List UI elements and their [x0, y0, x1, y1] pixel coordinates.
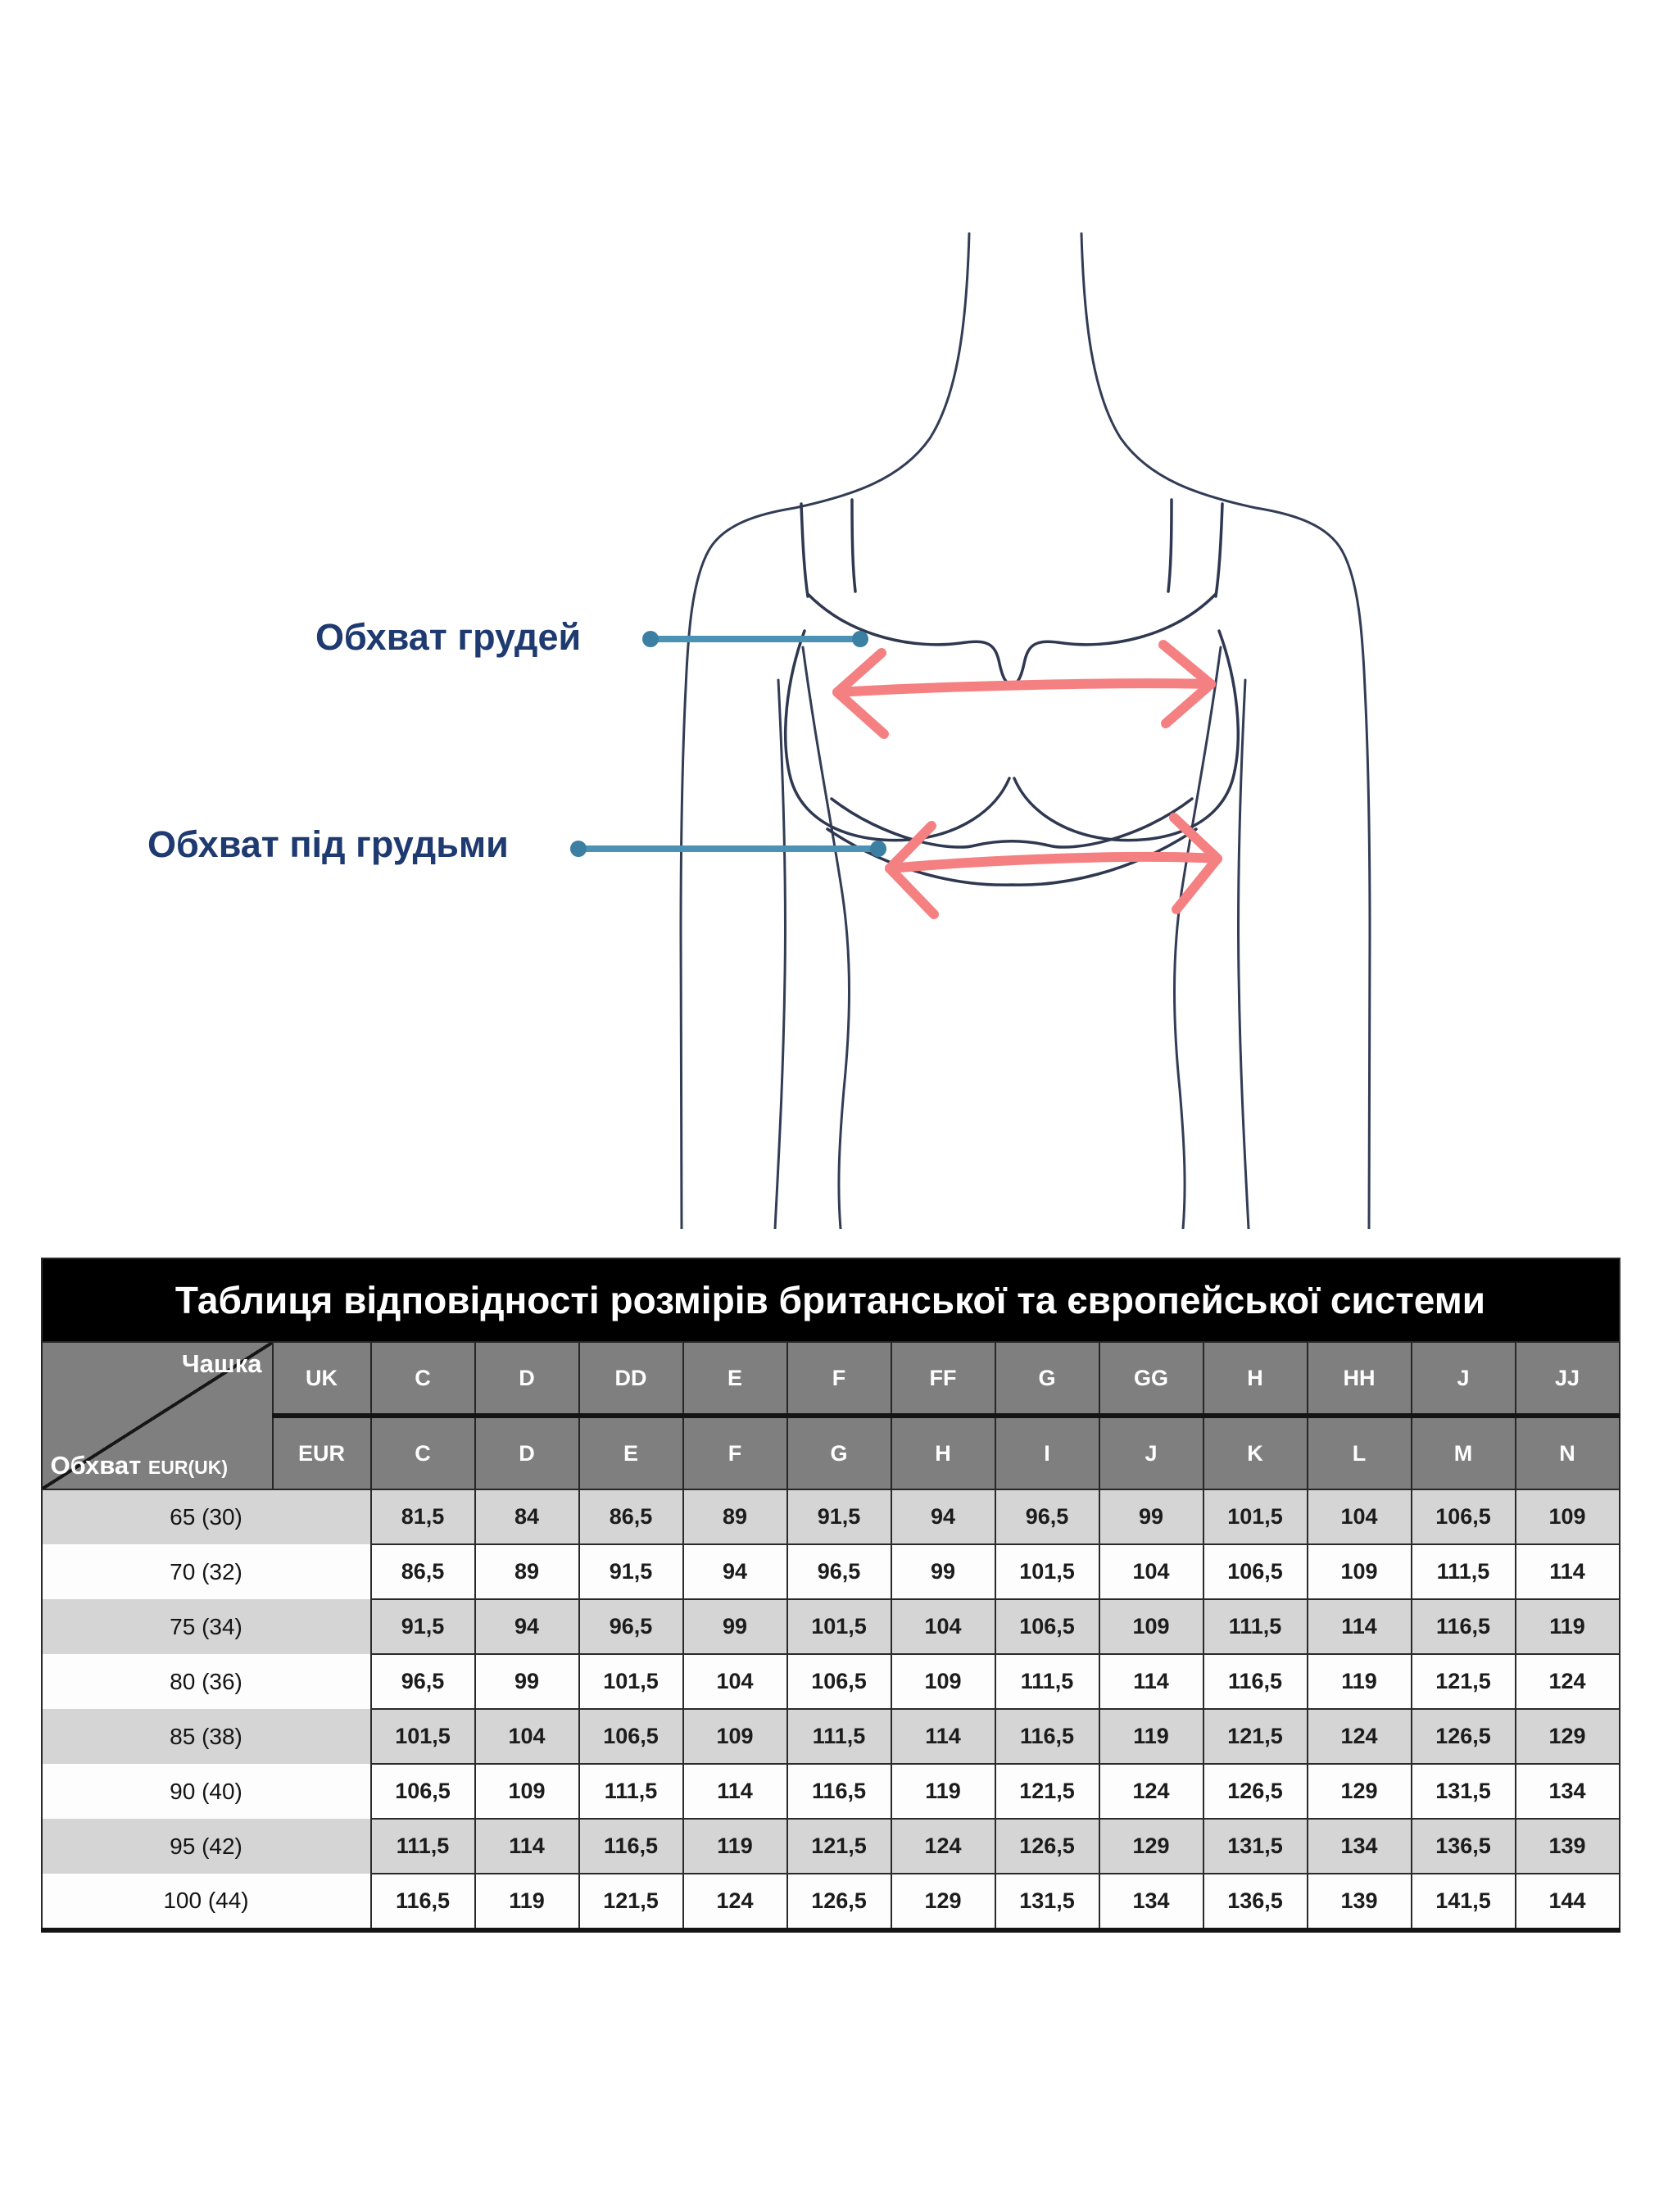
uk-cup-e: E [683, 1342, 787, 1416]
size-value-cell: 119 [1516, 1599, 1620, 1654]
cup-row-uk [42, 1342, 1620, 1416]
size-value-cell: 121,5 [995, 1764, 1099, 1819]
size-value-cell: 91,5 [579, 1544, 683, 1599]
size-value-cell: 124 [683, 1874, 787, 1930]
eur-cup-g: G [787, 1416, 891, 1489]
eur-cup-m: M [1412, 1416, 1516, 1489]
eur-cup-c: C [371, 1416, 475, 1489]
table-title: Таблиця відповідності розмірів британської та європейської системи [42, 1258, 1620, 1342]
size-value-cell: 94 [891, 1489, 995, 1544]
size-value-cell: 131,5 [1203, 1819, 1308, 1874]
band-size-label: 95 (42) [42, 1819, 371, 1874]
uk-cup-dd: DD [579, 1342, 683, 1416]
uk-cup-d: D [475, 1342, 579, 1416]
size-value-cell: 129 [1308, 1764, 1412, 1819]
underbust-label: Обхват під грудьми [147, 823, 509, 865]
size-value-cell: 91,5 [787, 1489, 891, 1544]
size-value-cell: 106,5 [787, 1654, 891, 1709]
size-value-cell: 126,5 [787, 1874, 891, 1930]
uk-cup-gg: GG [1099, 1342, 1203, 1416]
size-value-cell: 141,5 [1412, 1874, 1516, 1930]
size-value-cell: 116,5 [787, 1764, 891, 1819]
size-value-cell: 96,5 [995, 1489, 1099, 1544]
size-value-cell: 119 [891, 1764, 995, 1819]
size-value-cell: 116,5 [371, 1874, 475, 1930]
underbust-pointer-line [573, 845, 883, 852]
size-value-cell: 99 [683, 1599, 787, 1654]
size-value-cell: 99 [1099, 1489, 1203, 1544]
size-value-cell: 111,5 [1203, 1599, 1308, 1654]
size-value-cell: 126,5 [995, 1819, 1099, 1874]
size-value-cell: 86,5 [371, 1544, 475, 1599]
size-value-cell: 114 [1099, 1654, 1203, 1709]
size-value-cell: 139 [1516, 1819, 1620, 1874]
size-value-cell: 101,5 [995, 1544, 1099, 1599]
eur-cup-j: J [1099, 1416, 1203, 1489]
size-value-cell: 129 [891, 1874, 995, 1930]
size-value-cell: 99 [891, 1544, 995, 1599]
size-value-cell: 111,5 [995, 1654, 1099, 1709]
size-value-cell: 134 [1516, 1764, 1620, 1819]
size-value-cell: 109 [1516, 1489, 1620, 1544]
size-value-cell: 106,5 [1203, 1544, 1308, 1599]
size-value-cell: 109 [891, 1654, 995, 1709]
band-size-label: 90 (40) [42, 1764, 371, 1819]
size-value-cell: 94 [475, 1599, 579, 1654]
size-value-cell: 109 [475, 1764, 579, 1819]
band-size-label: 70 (32) [42, 1544, 371, 1599]
size-value-cell: 101,5 [371, 1709, 475, 1764]
size-value-cell: 89 [475, 1544, 579, 1599]
table-row [42, 1819, 1620, 1874]
uk-cup-ff: FF [891, 1342, 995, 1416]
size-value-cell: 129 [1099, 1819, 1203, 1874]
size-value-cell: 114 [1308, 1599, 1412, 1654]
uk-cup-hh: HH [1308, 1342, 1412, 1416]
size-value-cell: 136,5 [1203, 1874, 1308, 1930]
size-value-cell: 101,5 [787, 1599, 891, 1654]
corner-girth-word: Обхват [50, 1451, 148, 1480]
uk-cup-h: H [1203, 1342, 1308, 1416]
size-value-cell: 109 [1308, 1544, 1412, 1599]
size-value-cell: 121,5 [579, 1874, 683, 1930]
size-value-cell: 111,5 [579, 1764, 683, 1819]
size-value-cell: 104 [1099, 1544, 1203, 1599]
bust-label: Обхват грудей [315, 616, 582, 658]
size-value-cell: 131,5 [1412, 1764, 1516, 1819]
size-value-cell: 81,5 [371, 1489, 475, 1544]
size-value-cell: 129 [1516, 1709, 1620, 1764]
eur-cup-n: N [1516, 1416, 1620, 1489]
size-value-cell: 104 [891, 1599, 995, 1654]
size-value-cell: 111,5 [787, 1709, 891, 1764]
size-value-cell: 126,5 [1203, 1764, 1308, 1819]
eur-cup-h: H [891, 1416, 995, 1489]
size-value-cell: 124 [1308, 1709, 1412, 1764]
table-row [42, 1489, 1620, 1544]
size-value-cell: 89 [683, 1489, 787, 1544]
size-value-cell: 96,5 [371, 1654, 475, 1709]
table-row [42, 1709, 1620, 1764]
size-value-cell: 116,5 [1412, 1599, 1516, 1654]
size-value-cell: 114 [891, 1709, 995, 1764]
size-conversion-table [41, 1258, 1620, 1933]
eur-cup-k: K [1203, 1416, 1308, 1489]
size-value-cell: 111,5 [371, 1819, 475, 1874]
table-row [42, 1764, 1620, 1819]
size-value-cell: 131,5 [995, 1874, 1099, 1930]
size-value-cell: 86,5 [579, 1489, 683, 1544]
size-value-cell: 96,5 [579, 1599, 683, 1654]
size-value-cell: 106,5 [995, 1599, 1099, 1654]
band-size-label: 75 (34) [42, 1599, 371, 1654]
size-value-cell: 121,5 [1203, 1709, 1308, 1764]
size-value-cell: 119 [683, 1819, 787, 1874]
size-table-body [42, 1489, 1620, 1930]
uk-system-label: UK [273, 1342, 371, 1416]
size-value-cell: 124 [891, 1819, 995, 1874]
size-value-cell: 126,5 [1412, 1709, 1516, 1764]
eur-cup-i: I [995, 1416, 1099, 1489]
corner-cup-label: Чашка [181, 1349, 262, 1378]
size-value-cell: 124 [1516, 1654, 1620, 1709]
size-value-cell: 119 [475, 1874, 579, 1930]
size-value-cell: 121,5 [1412, 1654, 1516, 1709]
size-value-cell: 91,5 [371, 1599, 475, 1654]
size-value-cell: 106,5 [371, 1764, 475, 1819]
size-value-cell: 101,5 [579, 1654, 683, 1709]
size-value-cell: 84 [475, 1489, 579, 1544]
eur-cup-e: E [579, 1416, 683, 1489]
size-value-cell: 109 [1099, 1599, 1203, 1654]
eur-system-label: EUR [273, 1416, 371, 1489]
size-value-cell: 94 [683, 1544, 787, 1599]
size-value-cell: 99 [475, 1654, 579, 1709]
size-value-cell: 104 [683, 1654, 787, 1709]
size-value-cell: 96,5 [787, 1544, 891, 1599]
size-value-cell: 121,5 [787, 1819, 891, 1874]
size-value-cell: 114 [475, 1819, 579, 1874]
size-value-cell: 116,5 [1203, 1654, 1308, 1709]
size-table-wrapper [41, 1258, 1619, 1933]
size-value-cell: 106,5 [579, 1709, 683, 1764]
corner-girth-label [51, 1451, 229, 1480]
title-row [42, 1258, 1620, 1342]
band-size-label: 85 (38) [42, 1709, 371, 1764]
band-size-label: 65 (30) [42, 1489, 371, 1544]
uk-cup-j: J [1412, 1342, 1516, 1416]
uk-cup-f: F [787, 1342, 891, 1416]
size-value-cell: 104 [1308, 1489, 1412, 1544]
size-value-cell: 134 [1308, 1819, 1412, 1874]
size-value-cell: 139 [1308, 1874, 1412, 1930]
size-value-cell: 111,5 [1412, 1544, 1516, 1599]
table-row [42, 1544, 1620, 1599]
size-value-cell: 104 [475, 1709, 579, 1764]
size-value-cell: 144 [1516, 1874, 1620, 1930]
torso-drawing [508, 221, 1524, 1229]
size-value-cell: 116,5 [995, 1709, 1099, 1764]
table-row [42, 1654, 1620, 1709]
underbust-arrow [890, 818, 1217, 914]
uk-cup-jj: JJ [1516, 1342, 1620, 1416]
size-value-cell: 116,5 [579, 1819, 683, 1874]
uk-cup-c: C [371, 1342, 475, 1416]
eur-cup-d: D [475, 1416, 579, 1489]
band-size-label: 100 (44) [42, 1874, 371, 1930]
size-value-cell: 114 [1516, 1544, 1620, 1599]
size-value-cell: 109 [683, 1709, 787, 1764]
size-value-cell: 106,5 [1412, 1489, 1516, 1544]
cup-row-eur [42, 1416, 1620, 1489]
size-value-cell: 119 [1099, 1709, 1203, 1764]
eur-cup-l: L [1308, 1416, 1412, 1489]
bust-pointer-line [646, 636, 865, 642]
size-value-cell: 134 [1099, 1874, 1203, 1930]
size-value-cell: 101,5 [1203, 1489, 1308, 1544]
table-row [42, 1599, 1620, 1654]
size-value-cell: 119 [1308, 1654, 1412, 1709]
size-value-cell: 114 [683, 1764, 787, 1819]
table-row [42, 1874, 1620, 1930]
uk-cup-g: G [995, 1342, 1099, 1416]
band-size-label: 80 (36) [42, 1654, 371, 1709]
size-value-cell: 136,5 [1412, 1819, 1516, 1874]
corner-girth-units: EUR(UK) [147, 1457, 229, 1478]
eur-cup-f: F [683, 1416, 787, 1489]
corner-cell [42, 1342, 273, 1489]
size-value-cell: 124 [1099, 1764, 1203, 1819]
